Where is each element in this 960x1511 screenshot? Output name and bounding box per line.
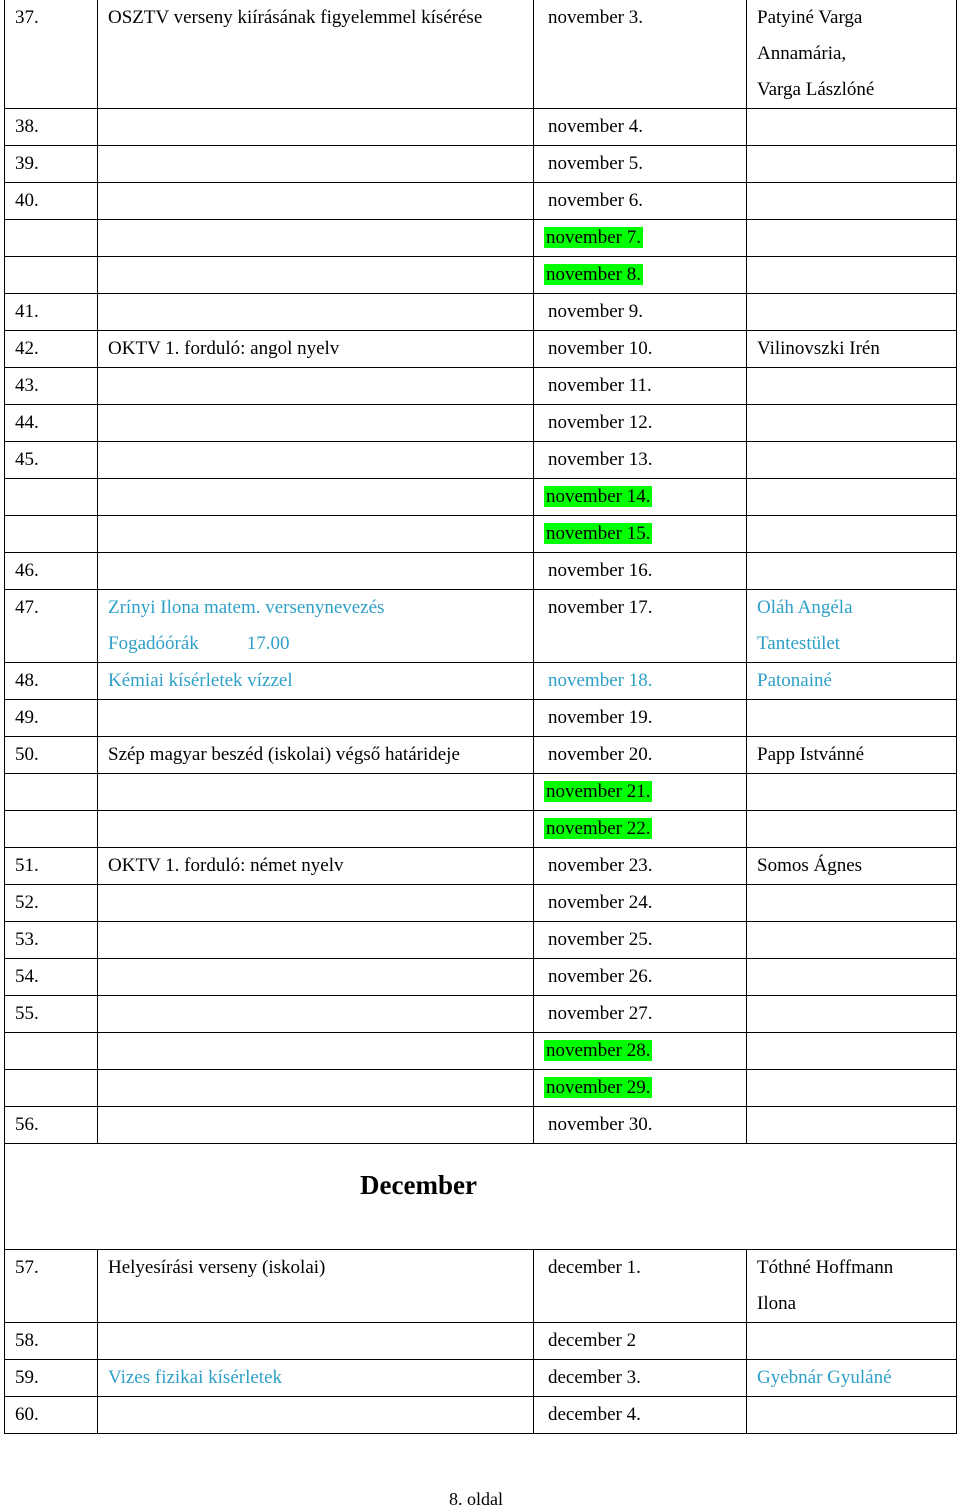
table-row: [5, 1250, 957, 1323]
event-text: Helyesírási verseny (iskolai): [108, 1257, 326, 1278]
responsible-cell: [747, 183, 957, 220]
event-cell: [98, 479, 534, 516]
responsible-person: Ilona: [757, 1293, 797, 1314]
weekend-date-highlight: november 15.: [546, 523, 651, 544]
event-cell: [98, 774, 534, 811]
table-row: [5, 885, 957, 922]
event-cell: [98, 1250, 534, 1323]
date-text: november 18.: [548, 670, 653, 691]
responsible-person: Tantestület: [757, 633, 841, 654]
responsible-cell: [747, 1250, 957, 1323]
event-text: Fogadóórák: [108, 633, 199, 654]
weekend-date-highlight: november 21.: [546, 781, 651, 802]
table-row: [5, 257, 957, 294]
weekend-date-highlight: november 14.: [546, 486, 651, 507]
row-number-cell: 42.: [5, 331, 98, 368]
date-cell: [534, 0, 747, 109]
responsible-person: Gyebnár Gyuláné: [757, 1367, 892, 1388]
row-number-cell: [5, 479, 98, 516]
date-text: november 3.: [548, 7, 643, 28]
table-row: [5, 183, 957, 220]
responsible-cell: [747, 996, 957, 1033]
table-row: [5, 922, 957, 959]
row-number-cell: 59.: [5, 1360, 98, 1397]
table-row: [5, 0, 957, 109]
responsible-cell: [747, 774, 957, 811]
weekend-date-highlight: november 22.: [546, 818, 651, 839]
table-row: [5, 811, 957, 848]
page-number: 8. oldal: [449, 1489, 503, 1509]
row-number-cell: [5, 220, 98, 257]
event-time: 17.00: [246, 633, 290, 654]
date-cell: [534, 146, 747, 183]
responsible-cell: [747, 405, 957, 442]
responsible-cell: [747, 1323, 957, 1360]
event-cell: [98, 368, 534, 405]
row-number-cell: 51.: [5, 848, 98, 885]
table-row: [5, 590, 957, 663]
date-text: november 30.: [548, 1114, 653, 1135]
date-text: december 4.: [548, 1404, 641, 1425]
responsible-cell: [747, 663, 957, 700]
date-cell: [534, 959, 747, 996]
responsible-cell: [747, 479, 957, 516]
date-cell: [534, 848, 747, 885]
date-cell: [534, 1033, 747, 1070]
date-text: november 24.: [548, 892, 653, 913]
event-cell: [98, 553, 534, 590]
date-text: december 1.: [548, 1257, 641, 1278]
date-text: november 9.: [548, 301, 643, 322]
responsible-person: Patonainé: [757, 670, 832, 691]
table-row: [5, 368, 957, 405]
event-cell: [98, 109, 534, 146]
table-row: [5, 553, 957, 590]
table-row: [5, 109, 957, 146]
responsible-cell: [747, 257, 957, 294]
date-text: november 27.: [548, 1003, 653, 1024]
date-cell: [534, 996, 747, 1033]
date-text: november 5.: [548, 153, 643, 174]
weekend-date-highlight: november 29.: [546, 1077, 651, 1098]
date-cell: [534, 1360, 747, 1397]
event-text: OKTV 1. forduló: angol nyelv: [108, 338, 340, 359]
row-number-cell: [5, 1033, 98, 1070]
date-cell: [534, 663, 747, 700]
date-text: november 19.: [548, 707, 653, 728]
november-schedule-body: [5, 0, 957, 1144]
event-cell: [98, 1323, 534, 1360]
row-number-cell: [5, 257, 98, 294]
row-number-cell: 53.: [5, 922, 98, 959]
november-schedule-table: [4, 0, 957, 1144]
date-cell: [534, 1323, 747, 1360]
december-schedule-body: [5, 1250, 957, 1434]
responsible-person: Somos Ágnes: [757, 855, 863, 876]
row-number-cell: 49.: [5, 700, 98, 737]
table-row: [5, 1033, 957, 1070]
event-text: OSZTV verseny kiírásának figyelemmel kísérése: [108, 7, 483, 28]
responsible-cell: [747, 1033, 957, 1070]
table-row: [5, 663, 957, 700]
responsible-cell: [747, 737, 957, 774]
responsible-cell: [747, 368, 957, 405]
event-cell: [98, 1070, 534, 1107]
event-cell: [98, 922, 534, 959]
event-cell: [98, 996, 534, 1033]
date-cell: [534, 774, 747, 811]
month-heading-box: [4, 1131, 957, 1251]
row-number-cell: 56.: [5, 1107, 98, 1144]
responsible-cell: [747, 1070, 957, 1107]
event-cell: [98, 146, 534, 183]
event-cell: [98, 1360, 534, 1397]
date-cell: [534, 405, 747, 442]
date-text: november 16.: [548, 560, 653, 581]
table-row: [5, 146, 957, 183]
row-number-cell: 55.: [5, 996, 98, 1033]
event-cell: [98, 1033, 534, 1070]
responsible-person: Vilinovszki Irén: [757, 338, 880, 359]
date-cell: [534, 1397, 747, 1434]
weekend-date-highlight: november 28.: [546, 1040, 651, 1061]
date-text: november 17.: [548, 597, 653, 618]
responsible-cell: [747, 146, 957, 183]
table-row: [5, 479, 957, 516]
row-number-cell: 58.: [5, 1323, 98, 1360]
event-cell: [98, 663, 534, 700]
date-text: november 23.: [548, 855, 653, 876]
row-number-cell: 38.: [5, 109, 98, 146]
responsible-person: Varga Lászlóné: [757, 79, 875, 100]
event-text: Kémiai kísérletek vízzel: [108, 670, 293, 691]
table-row: [5, 1323, 957, 1360]
event-cell: [98, 220, 534, 257]
date-cell: [534, 368, 747, 405]
date-cell: [534, 331, 747, 368]
responsible-cell: [747, 109, 957, 146]
responsible-person: Oláh Angéla: [757, 597, 853, 618]
row-number-cell: 37.: [5, 0, 98, 109]
responsible-person: Annamária,: [757, 43, 847, 64]
date-text: december 2: [548, 1330, 637, 1351]
table-row: [5, 700, 957, 737]
date-cell: [534, 257, 747, 294]
date-text: november 26.: [548, 966, 653, 987]
event-cell: [98, 516, 534, 553]
row-number-cell: 45.: [5, 442, 98, 479]
event-cell: [98, 811, 534, 848]
responsible-cell: [747, 590, 957, 663]
event-cell: [98, 737, 534, 774]
row-number-cell: [5, 811, 98, 848]
row-number-cell: 43.: [5, 368, 98, 405]
row-number-cell: 50.: [5, 737, 98, 774]
responsible-cell: [747, 811, 957, 848]
table-row: [5, 442, 957, 479]
table-row: [5, 848, 957, 885]
table-row: [5, 774, 957, 811]
row-number-cell: [5, 1070, 98, 1107]
table-row: [5, 220, 957, 257]
table-row: [5, 996, 957, 1033]
date-text: november 12.: [548, 412, 653, 433]
table-row: [5, 331, 957, 368]
date-cell: [534, 553, 747, 590]
row-number-cell: 46.: [5, 553, 98, 590]
december-schedule-table: [4, 1249, 957, 1434]
event-cell: [98, 405, 534, 442]
event-cell: [98, 257, 534, 294]
date-text: november 20.: [548, 744, 653, 765]
weekend-date-highlight: november 8.: [546, 264, 641, 285]
table-row: [5, 1397, 957, 1434]
responsible-person: Papp Istvánné: [757, 744, 865, 765]
row-number-cell: 52.: [5, 885, 98, 922]
responsible-cell: [747, 294, 957, 331]
row-number-cell: 60.: [5, 1397, 98, 1434]
date-text: november 6.: [548, 190, 643, 211]
date-cell: [534, 1250, 747, 1323]
event-cell: [98, 1397, 534, 1434]
responsible-cell: [747, 442, 957, 479]
row-number-cell: 54.: [5, 959, 98, 996]
event-cell: [98, 590, 534, 663]
row-number-cell: [5, 516, 98, 553]
event-cell: [98, 0, 534, 109]
event-text: Vizes fizikai kísérletek: [108, 1367, 283, 1388]
date-cell: [534, 442, 747, 479]
responsible-cell: [747, 220, 957, 257]
row-number-cell: 41.: [5, 294, 98, 331]
responsible-cell: [747, 700, 957, 737]
event-text: Szép magyar beszéd (iskolai) végső határideje: [108, 744, 460, 765]
month-heading: December: [360, 1170, 477, 1200]
event-cell: [98, 183, 534, 220]
responsible-cell: [747, 1397, 957, 1434]
date-cell: [534, 220, 747, 257]
row-number-cell: 39.: [5, 146, 98, 183]
date-text: november 11.: [548, 375, 652, 396]
event-cell: [98, 848, 534, 885]
row-number-cell: 44.: [5, 405, 98, 442]
responsible-cell: [747, 848, 957, 885]
table-row: [5, 1360, 957, 1397]
date-text: november 10.: [548, 338, 653, 359]
date-cell: [534, 294, 747, 331]
event-cell: [98, 294, 534, 331]
responsible-cell: [747, 331, 957, 368]
responsible-cell: [747, 959, 957, 996]
table-row: [5, 959, 957, 996]
table-row: [5, 294, 957, 331]
row-number-cell: 40.: [5, 183, 98, 220]
event-cell: [98, 700, 534, 737]
date-cell: [534, 183, 747, 220]
date-cell: [534, 590, 747, 663]
event-cell: [98, 442, 534, 479]
event-cell: [98, 331, 534, 368]
date-cell: [534, 737, 747, 774]
row-number-cell: [5, 774, 98, 811]
date-text: december 3.: [548, 1367, 641, 1388]
date-text: november 4.: [548, 116, 643, 137]
responsible-cell: [747, 922, 957, 959]
table-row: [5, 405, 957, 442]
responsible-person: Patyiné Varga: [757, 7, 863, 28]
event-text: OKTV 1. forduló: német nyelv: [108, 855, 344, 876]
table-row: [5, 1070, 957, 1107]
date-cell: [534, 811, 747, 848]
date-cell: [534, 885, 747, 922]
row-number-cell: 47.: [5, 590, 98, 663]
event-cell: [98, 959, 534, 996]
responsible-cell: [747, 516, 957, 553]
responsible-cell: [747, 553, 957, 590]
row-number-cell: 48.: [5, 663, 98, 700]
responsible-cell: [747, 885, 957, 922]
table-row: [5, 737, 957, 774]
event-text: Zrínyi Ilona matem. versenynevezés: [108, 597, 385, 618]
weekend-date-highlight: november 7.: [546, 227, 641, 248]
date-cell: [534, 700, 747, 737]
responsible-person: Tóthné Hoffmann: [757, 1257, 894, 1278]
date-text: november 25.: [548, 929, 653, 950]
responsible-cell: [747, 1360, 957, 1397]
date-text: november 13.: [548, 449, 653, 470]
date-cell: [534, 479, 747, 516]
date-cell: [534, 109, 747, 146]
row-number-cell: 57.: [5, 1250, 98, 1323]
date-cell: [534, 922, 747, 959]
table-row: [5, 516, 957, 553]
date-cell: [534, 1070, 747, 1107]
event-cell: [98, 885, 534, 922]
responsible-cell: [747, 0, 957, 109]
date-cell: [534, 516, 747, 553]
